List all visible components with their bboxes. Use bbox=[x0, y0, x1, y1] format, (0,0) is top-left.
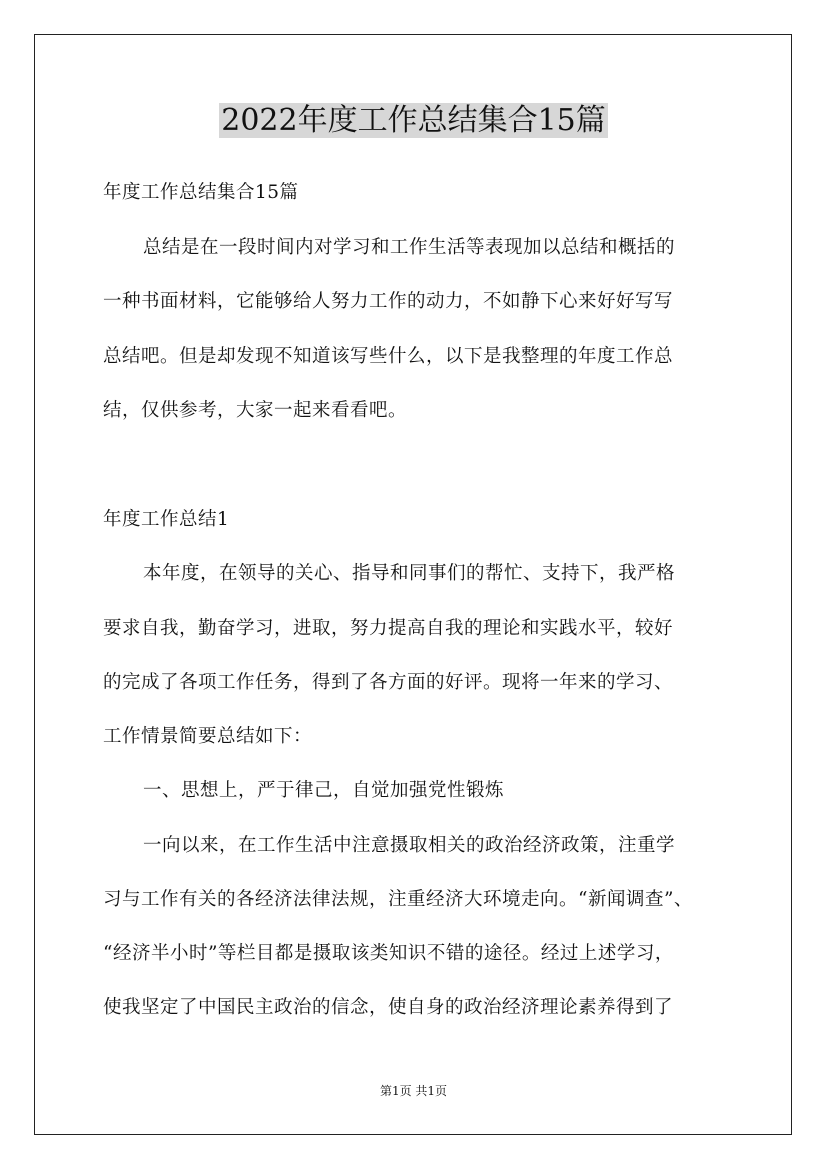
paragraph-line: 使我坚定了中国民主政治的信念，使自身的政治经济理论素养得到了 bbox=[103, 997, 674, 1018]
page-footer: 第1页 共1页 bbox=[379, 1084, 448, 1098]
paragraph-line: “经济半小时”等栏目都是摄取该类知识不错的途径。经过上述学习， bbox=[103, 943, 674, 964]
intro-line: 总结吧。但是却发现不知道该写些什么，以下是我整理的年度工作总 bbox=[103, 346, 674, 367]
document-title: 2022年度工作总结集合15篇 bbox=[221, 103, 606, 138]
paragraph-line: 一向以来，在工作生活中注意摄取相关的政治经济政策，注重学 bbox=[143, 835, 676, 856]
paragraph-line: 的完成了各项工作任务，得到了各方面的好评。现将一年来的学习、 bbox=[103, 672, 674, 693]
subheading: 一、思想上，严于律己，自觉加强党性锻炼 bbox=[143, 780, 505, 801]
paragraph-line: 习与工作有关的各经济法律法规，注重经济大环境走向。“新闻调查”、 bbox=[103, 889, 693, 910]
section-heading: 年度工作总结1 bbox=[103, 509, 230, 530]
intro-line: 结，仅供参考，大家一起来看看吧。 bbox=[103, 400, 408, 421]
paragraph-line: 本年度，在领导的关心、指导和同事们的帮忙、支持下，我严格 bbox=[143, 563, 676, 584]
document-subtitle: 年度工作总结集合15篇 bbox=[103, 182, 299, 203]
intro-line: 一种书面材料，它能够给人努力工作的动力，不如静下心来好好写写 bbox=[103, 291, 674, 312]
intro-line: 总结是在一段时间内对学习和工作生活等表现加以总结和概括的 bbox=[143, 237, 676, 258]
paragraph-line: 要求自我，勤奋学习，进取，努力提高自我的理论和实践水平，较好 bbox=[103, 618, 674, 639]
paragraph-line: 工作情景简要总结如下： bbox=[103, 726, 313, 747]
